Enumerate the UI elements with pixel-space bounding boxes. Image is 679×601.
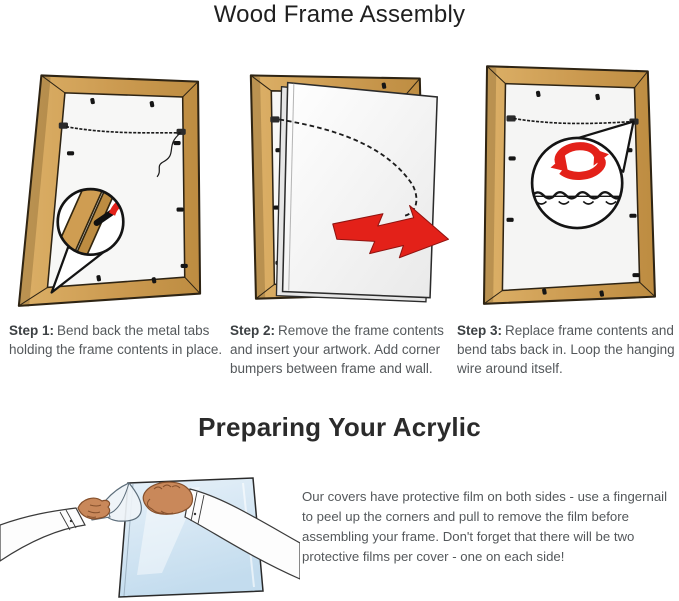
- step3-illustration: [458, 56, 679, 312]
- step3-label: Step 3:: [457, 323, 503, 338]
- step1-label: Step 1:: [9, 323, 55, 338]
- right-hand: [143, 482, 192, 514]
- step2-illustration: [230, 56, 456, 312]
- step2-text: Remove the frame contents and insert your artwork. Add corner bumpers between frame and wall.: [230, 323, 444, 376]
- step2-caption: [230, 321, 450, 378]
- step3-text: Replace frame contents and bend tabs back in. Loop the hanging wire around itself.: [457, 323, 675, 376]
- left-hand: [78, 498, 110, 519]
- wire-ring: [270, 116, 279, 122]
- frame-back-wire-loop-closeup-icon: [458, 56, 679, 312]
- frame-contents-sliding-out-icon: [230, 56, 456, 312]
- step1-caption: [9, 321, 225, 359]
- step2-label: Step 2:: [230, 323, 276, 338]
- acrylic-illustration: [0, 461, 300, 601]
- step1-text: Bend back the metal tabs holding the frame contents in place.: [9, 323, 223, 357]
- page-title: Wood Frame Assembly: [213, 1, 466, 28]
- hands-peeling-film-icon: [0, 461, 300, 601]
- frame-back-tab-closeup-icon: [8, 56, 214, 312]
- left-sleeve: [0, 508, 85, 561]
- step3-caption: [457, 321, 675, 378]
- acrylic-section-title: Preparing Your Acrylic: [198, 412, 481, 442]
- step1-illustration: [8, 56, 214, 312]
- acrylic-instructions: Our covers have protective film on both sides - use a fingernail to peel up the corners and pull to remove the film before assembling your frame. Don't forget that there will be two protective films per cover - one on each side!: [302, 489, 668, 564]
